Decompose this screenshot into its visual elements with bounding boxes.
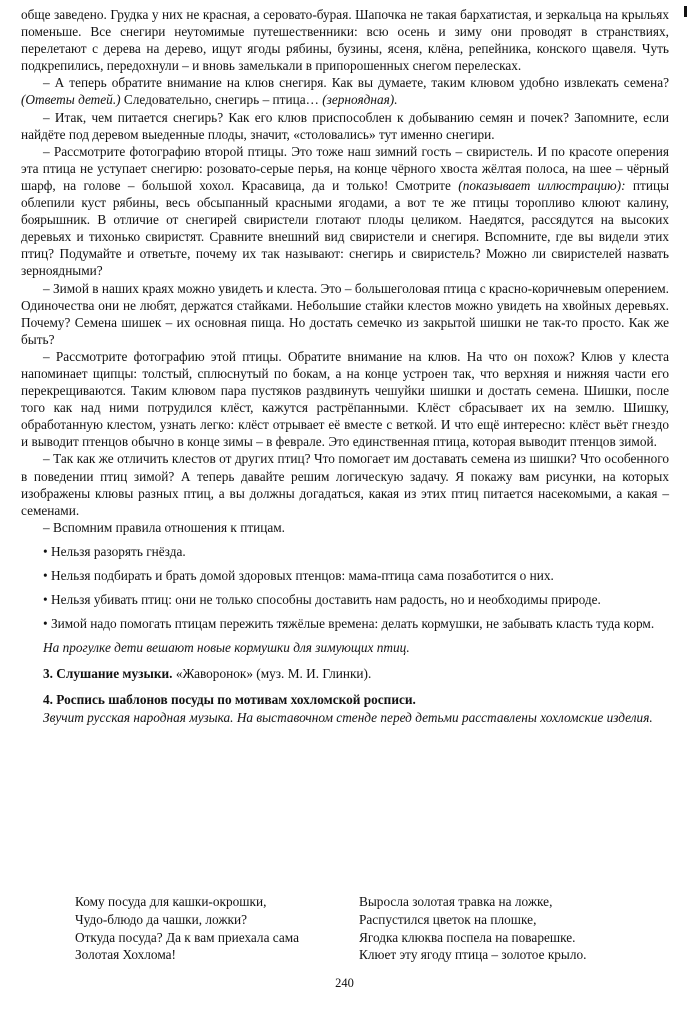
paragraph — [21, 143, 669, 280]
paragraph — [21, 543, 669, 560]
paragraph — [21, 567, 669, 584]
paragraph — [21, 665, 669, 682]
text-run: (Ответы детей.) — [21, 92, 121, 108]
text-run: 3. Слушание музыки. — [43, 666, 173, 682]
paragraph — [21, 519, 669, 536]
text-run: – Зимой в наших краях можно увидеть и клеста. Это – большеголовая птица с красно-коричневым оперением. Одиночества они не любят, держатся стайками. Небольшие стайки клестов можно увидеть на хвойных деревьях. Почему? Семена шишек – их основная пища. Но достать семечко из закрытой шишки не так-то просто. Как же быть? — [21, 280, 669, 347]
paragraph — [21, 348, 669, 451]
text-run: • Нельзя подбирать и брать домой здоровых птенцов: мама-птица сама позаботится о них. — [43, 568, 554, 583]
paragraph — [21, 639, 669, 656]
text-run: • Зимой надо помогать птицам пережить тяжёлые времена: делать кормушки, не забывать класть туда корм. — [43, 616, 655, 632]
text-run: (зерноядная). — [322, 92, 398, 108]
poem-line: Клюет эту ягоду птица – золотое крыло. — [359, 947, 587, 963]
text-run: – Так как же отличить клестов от других птиц? Что помогает им доставать семена из шишки? Что особенного в поведении птиц зимой? А теперь давайте решим логическую задачу. Я покажу вам рисунки, на которых изображены клювы разных птиц, а вы должны догадаться, какая из этих птиц питается насекомыми, а какая – семенами. — [21, 451, 669, 518]
margin-mark — [684, 6, 687, 17]
paragraph — [21, 709, 669, 726]
poem-line: Ягодка клюква поспела на поварешке. — [359, 929, 576, 945]
paragraph — [21, 591, 669, 608]
text-run: Звучит русская народная музыка. На выставочном стенде перед детьми расставлены хохломские изделия. — [43, 709, 653, 725]
text-run: – Рассмотрите фотографию этой птицы. Обратите внимание на клюв. На что он похож? Клюв у клеста напоминает щипцы: толстый, сплюснутый по бокам, а на конце устроен так, что верхняя и нижняя части его перекрещиваются. Таким клювом пара пустяков раздвинуть чешуйки шишки и достать семена. Шишки, после того как над ними потрудился клёст, кажутся растрёпанными. Клёст сбрасывает их на землю. Шишку, обработанную клестом, узнать легко: клёст отрывает её вместе с веткой. И что ещё интересно: клёст вьёт гнездо и выводит птенцов обычно в конце зимы – в феврале. Это единственная птица, которая выводит птенцов зимой. — [21, 348, 669, 450]
poem-column-left — [75, 893, 359, 964]
text-run: – Итак, чем питается снегирь? Как его клюв приспособлен к добыванию семян и почек? Запомните, если найдёте под деревом выеденные плоды, значит, «столовались» тут именно снегири. — [21, 109, 669, 142]
paragraph — [21, 615, 669, 632]
poem-line: Кому посуда для кашки-окрошки, — [75, 894, 267, 909]
paragraph — [21, 109, 669, 143]
paragraph — [21, 691, 669, 708]
poem-line: Чудо-блюдо да чашки, ложки? — [75, 911, 248, 927]
text-run: 4. Роспись шаблонов посуды по мотивам хохломской росписи. — [43, 692, 416, 708]
paragraph — [21, 280, 669, 348]
text-run: «Жаворонок» (муз. М. И. Глинки). — [172, 666, 372, 682]
page-number: 240 — [335, 976, 354, 990]
paragraph — [21, 450, 669, 518]
poem — [75, 893, 675, 964]
body-text — [21, 6, 669, 726]
poem-line: Откуда посуда? Да к вам приехала сама — [75, 929, 299, 945]
text-run: – Вспомним правила отношения к птицам. — [43, 519, 286, 535]
text-run: обще заведено. Грудка у них не красная, а серовато-бурая. Шапочка не такая бархатистая, и зеркальца на крыльях поменьше. Все снегири неутомимые путешественники: всю осень и зиму они проводят в странствиях, перелетают с дерева на дерево, ищут ягоды рябины, бузины, ясеня, клёна, репейника, конского щавеля. Чуть подкрепились, передохнули – и вновь замелькали в припорошенных снегом перелесках. — [21, 7, 669, 74]
poem-line: Выросла золотая травка на ложке, — [359, 894, 553, 909]
text-run: Следовательно, снегирь – птица… — [120, 92, 323, 108]
text-run: (показывает иллюстрацию): — [458, 177, 626, 193]
text-run: – А теперь обратите внимание на клюв снегиря. Как вы думаете, таким клювом удобно извлекать семена? — [43, 75, 669, 91]
text-run: На прогулке дети вешают новые кормушки для зимующих птиц. — [43, 640, 410, 656]
text-run: • Нельзя убивать птиц: они не только способны доставить нам радость, но и необходимы природе. — [43, 592, 601, 608]
paragraph — [21, 6, 669, 74]
paragraph — [21, 74, 669, 108]
text-run: • Нельзя разорять гнёзда. — [43, 543, 186, 559]
poem-column-right — [359, 893, 669, 964]
text-run: птицы облепили куст рябины, весь обсыпанный красными ягодами, а вот те же птицы торопливо клюют калину, боярышник. В отличие от снегирей свиристели глотают плоды целиком. Наедятся, рассядутся на высоких деревьях и тихонько свиристят. Сравните внешний вид свиристели и снегиря. Вспомните, где вы видели этих птиц? Подумайте и ответьте, почему их так называют: снегирь и свиристель? Можно ли свиристелей назвать зерноядными? — [21, 177, 669, 279]
text-run: – Рассмотрите фотографию второй птицы. Это тоже наш зимний гость – свиристель. И по красоте оперения эта птица не уступает снегирю: розовато-серые перья, на конце чёрного хвоста жёлтая полоса, на шее – чёрный шарф, на голове – большой хохол. Красавица, да и только! Смотрите — [21, 143, 669, 193]
poem-line: Золотая Хохлома! — [75, 947, 176, 963]
poem-line: Распустился цветок на плошке, — [359, 911, 537, 927]
